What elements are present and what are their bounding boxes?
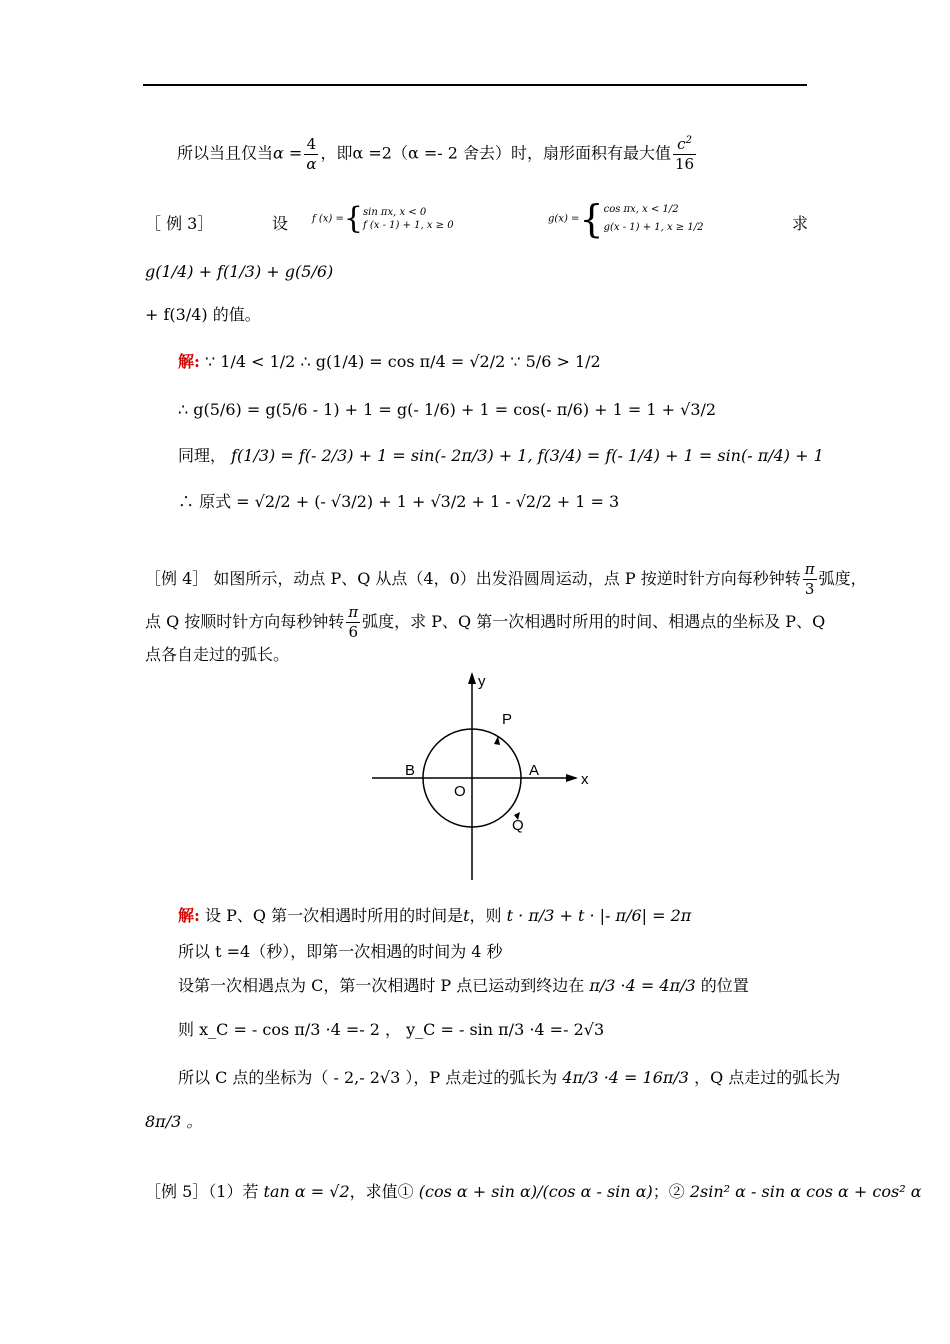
ex4-text2-a: 点 Q 按顺时针方向每秒钟转 <box>145 612 345 631</box>
text-b: ，即 <box>320 143 353 163</box>
max-num: c <box>677 135 686 153</box>
frac-den: 16 <box>675 155 695 173</box>
ex4-sol6: 8π/3 。 <box>145 1112 203 1131</box>
ex4-sol4: 则 x_C = - cos π/3 ·4 =- 2 ， y_C = - sin π/3 ·4 =- 2√3 <box>178 1020 605 1039</box>
ex5-expr2: 2sin² α - sin α cos α + cos² α <box>689 1182 922 1201</box>
sol5-eq: 4π/3 ·4 = 16π/3 <box>562 1068 689 1087</box>
f-case2: f (x - 1) + 1, x ≥ 0 <box>362 220 454 231</box>
g-def: g(x) = <box>548 213 580 225</box>
sol-line-a: ∵ 1/4 < 1/2 ∴ g(1/4) = cos π/4 = √2/2 ∵ 5/6 > 1/2 <box>205 352 601 371</box>
sol1-eq: t · π/3 + t · |- π/6| = 2π <box>506 906 692 925</box>
sol1-t: t <box>463 906 470 925</box>
label-p: P <box>502 711 513 728</box>
ex3-sol-line-d: ∴ 原式 = √2/2 + (- √3/2) + 1 + √3/2 + 1 - √2/2 + 1 = 3 <box>178 492 620 511</box>
solution-label: 解: <box>178 352 200 371</box>
header-rule <box>143 84 807 86</box>
f-cases <box>363 206 454 232</box>
unit-circle-figure <box>360 668 600 882</box>
frac-num: 4 <box>304 137 318 155</box>
ex4-text3: 点各自走过的弧长。 <box>145 645 290 664</box>
sol3-eq: π/3 ·4 = 4π/3 <box>589 976 696 995</box>
frac-num: π <box>804 560 815 578</box>
g-cases <box>604 201 704 237</box>
ex4-sol2: 所以 t =4（秒），即第一次相遇的时间为 4 秒 <box>178 942 503 961</box>
x-arrow-icon <box>566 774 578 782</box>
frac-num: π <box>348 603 359 621</box>
sol3-text: 设第一次相遇点为 C，第一次相遇时 P 点已运动到终边在 <box>178 976 585 995</box>
ex5-sep: ；② <box>652 1182 685 1201</box>
alpha-val: α =2（α =- 2 舍去）时，扇形面积有最大值 <box>352 143 672 163</box>
ex3-sol-line-c <box>178 446 824 466</box>
brace-icon: { <box>343 201 363 236</box>
ex3-sol-line-a <box>178 352 601 372</box>
ex4-sol3 <box>178 976 749 996</box>
solution-label: 解: <box>178 906 200 925</box>
ex4-sol5 <box>178 1068 840 1088</box>
ex4-text1 <box>145 562 867 597</box>
frac-den: 6 <box>348 623 358 641</box>
frac-den: α <box>306 154 317 173</box>
ex4-text2 <box>145 605 825 640</box>
sol1-b: ，则 <box>469 906 502 925</box>
alpha-eq: α = <box>273 143 303 163</box>
ex3-qiu: 求 <box>792 214 809 233</box>
frac-pi-over-6 <box>346 605 360 640</box>
ex3-sol-line-b: ∴ g(5/6) = g(5/6 - 1) + 1 = g(- 1/6) + 1 = cos(- π/6) + 1 = 1 + √3/2 <box>178 400 717 419</box>
ex4-text1-end: 弧度， <box>818 569 867 588</box>
ex4-sol1 <box>178 906 691 926</box>
ex5-cond: tan α = √2 <box>263 1182 350 1201</box>
ex4-text2-end: 弧度，求 P、Q 第一次相遇时所用的时间、相遇点的坐标及 P、Q <box>362 612 826 631</box>
sol-line-c-label: 同理， <box>178 446 227 465</box>
f-def: f (x) = <box>312 213 344 225</box>
frac-pi-over-3 <box>803 562 817 597</box>
sol-line-c: f(1/3) = f(- 2/3) + 1 = sin(- 2π/3) + 1, f(3/4) = f(- 1/4) + 1 = sin(- π/4) + 1 <box>231 446 824 465</box>
ex3-expr2: + f(3/4) 的值。 <box>145 305 261 324</box>
f-case1: sin πx, x < 0 <box>362 207 427 218</box>
sol5-text: 所以 C 点的坐标为（ - 2,- 2√3 ），P 点走过的弧长为 <box>178 1068 558 1087</box>
ex4-text1-a: ［例 4］ 如图所示，动点 P、Q 从点（4，0）出发沿圆周运动，点 P 按逆时针方向每秒钟转 <box>145 569 801 588</box>
ex5-line <box>145 1182 922 1202</box>
sol3-end: 的位置 <box>700 976 749 995</box>
g-definition <box>548 197 704 241</box>
max-sup: 2 <box>685 135 692 146</box>
label-x: x <box>581 771 589 788</box>
text-a: 所以当且仅当 <box>177 143 274 163</box>
label-q: Q <box>512 817 524 834</box>
ex5-label: ［例 5］（1）若 <box>145 1182 259 1201</box>
f-definition <box>312 201 454 236</box>
brace-icon: { <box>579 197 604 241</box>
frac-max-area <box>673 136 696 172</box>
sol1-text: 设 P、Q 第一次相遇时所用的时间是 <box>205 906 464 925</box>
g-case2: g(x - 1) + 1, x ≥ 1/2 <box>603 222 704 233</box>
line-sector-area <box>177 136 698 172</box>
frac-4-over-alpha <box>304 134 318 173</box>
sol5-end: ，Q 点走过的弧长为 <box>694 1068 841 1087</box>
ex3-she: 设 <box>272 214 289 233</box>
g-case1: cos πx, x < 1/2 <box>603 204 679 215</box>
ex5-expr1: (cos α + sin α)/(cos α - sin α) <box>418 1182 653 1201</box>
frac-num <box>673 136 696 155</box>
label-y: y <box>478 673 486 690</box>
ex3-expr1: g(1/4) + f(1/3) + g(5/6) <box>145 262 334 281</box>
frac-den: 3 <box>804 580 815 598</box>
ex3-label: ［ 例 3］ <box>145 214 214 233</box>
label-o: O <box>454 783 466 800</box>
label-b: B <box>405 762 416 779</box>
ex5-text-b: ，求值① <box>349 1182 414 1201</box>
label-a: A <box>529 762 540 779</box>
y-arrow-icon <box>468 672 476 684</box>
